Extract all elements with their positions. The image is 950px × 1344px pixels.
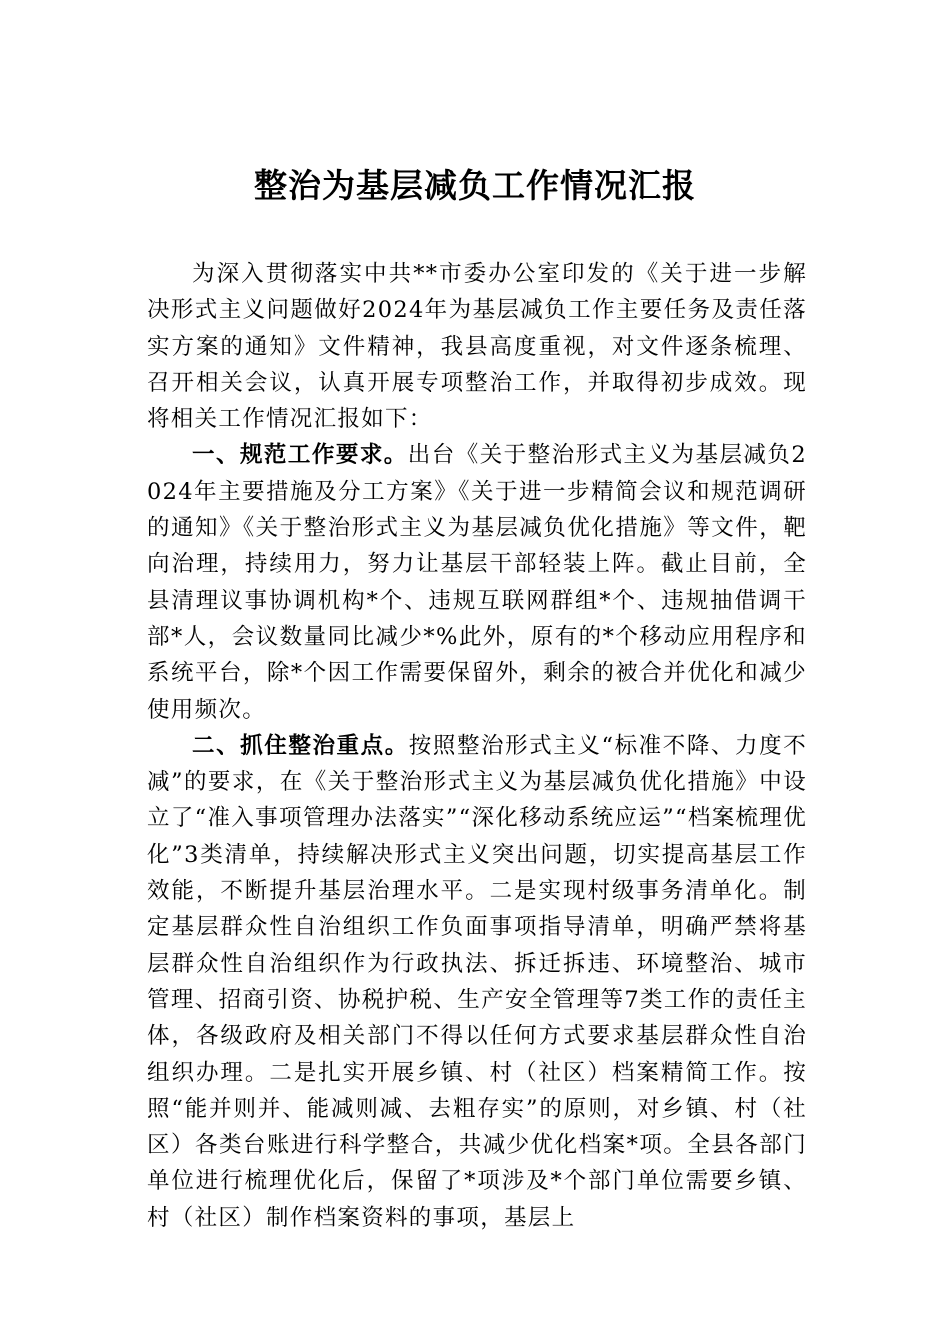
section-paragraph-2: [147, 728, 807, 1236]
document-title: 整治为基层减负工作情况汇报: [254, 166, 696, 205]
section-heading-1: 一、规范工作要求。: [192, 442, 408, 469]
document-body: [147, 256, 807, 1236]
section-heading-2: 二、抓住整治重点。: [192, 732, 409, 759]
section-text-1: 出台《关于整治形式主义为基层减负2024年主要措施及分工方案》《关于进一步精简会议和规范调研的通知》《关于整治形式主义为基层减负优化措施》等文件，靶向治理，持续用力，努力让基层干部轻装上阵。截止目前，全县清理议事协调机构*个、违规互联网群组*个、违规抽借调干部*人，会议数量同比减少*%此外，原有的*个移动应用程序和系统平台，除*个因工作需要保留外，剩余的被合并优化和减少使用频次。: [147, 442, 807, 723]
intro-paragraph: 为深入贯彻落实中共**市委办公室印发的《关于进一步解决形式主义问题做好2024年为基层减负工作主要任务及责任落实方案的通知》文件精神，我县高度重视，对文件逐条梳理、召开相关会议，认真开展专项整治工作，并取得初步成效。现将相关工作情况汇报如下：: [147, 261, 807, 433]
section-text-2: 按照整治形式主义“标准不降、力度不减”的要求，在《关于整治形式主义为基层减负优化措施》中设立了“准入事项管理办法落实”“深化移动系统应运”“档案梳理优化”3类清单，持续解决形式主义突出问题，切实提高基层工作效能，不断提升基层治理水平。二是实现村级事务清单化。制定基层群众性自治组织工作负面事项指导清单，明确严禁将基层群众性自治组织作为行政执法、拆迁拆违、环境整治、城市管理、招商引资、协税护税、生产安全管理等7类工作的责任主体，各级政府及相关部门不得以任何方式要求基层群众性自治组织办理。二是扎实开展乡镇、村（社区）档案精简工作。按照“能并则并、能减则减、去粗存实”的原则，对乡镇、村（社区）各类台账进行科学整合，共减少优化档案*项。全县各部门单位进行梳理优化后，保留了*项涉及*个部门单位需要乡镇、村（社区）制作档案资料的事项，基层上: [147, 732, 808, 1231]
section-paragraph-1: [147, 437, 807, 727]
